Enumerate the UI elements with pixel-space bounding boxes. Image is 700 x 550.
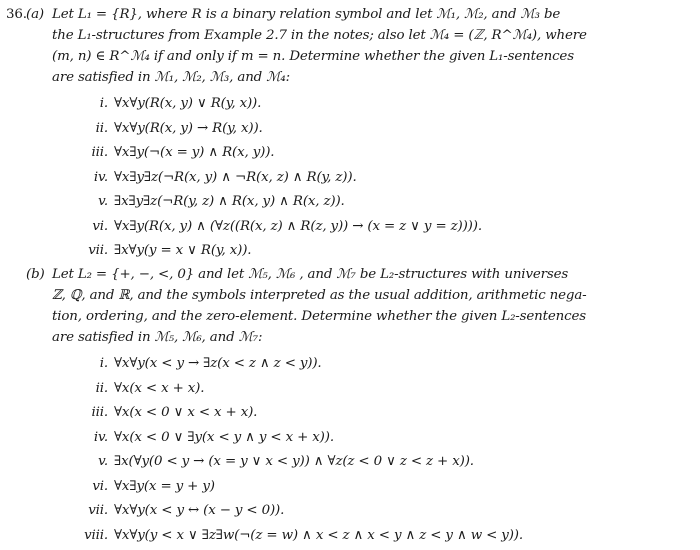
item-formula: ∀x∀y(y < x ∨ ∃z∃w(¬(z = w) ∧ x < z ∧ x < y ∧ z < y ∧ w < y)).: [114, 527, 523, 543]
item-formula: ∀x(x < 0 ∨ x < x + x).: [114, 405, 258, 420]
item-formula: ∀x∃y(x = y + y): [114, 478, 215, 494]
item-formula: ∀x∃y(R(x, y) ∧ (∀z((R(x, z) ∧ R(z, y)) → (x = z ∨ y = z)))).: [114, 218, 482, 234]
item-number: viii.: [84, 527, 108, 543]
sentence-item: [52, 450, 692, 475]
item-formula: ∀x(x < 0 ∨ ∃y(x < y ∧ y < x + x)).: [114, 429, 334, 445]
part-a-intro: [52, 4, 692, 88]
part-b-intro-line: are satisfied in ℳ₅, ℳ₆, and ℳ₇:: [52, 330, 263, 345]
part-a-intro-line: the L₁-structures from Example 2.7 in the notes; also let ℳ₄ = (ℤ, R^ℳ₄), where: [52, 28, 587, 43]
item-number: iii.: [91, 145, 108, 160]
item-number: vi.: [92, 478, 108, 494]
part-b-intro-line: tion, ordering, and the zero-element. Determine whether the given L₂-sentences: [52, 309, 586, 324]
part-a-intro-line: are satisfied in ℳ₁, ℳ₂, ℳ₃, and ℳ₄:: [52, 70, 290, 85]
item-number: ii.: [95, 380, 108, 396]
item-number: iv.: [93, 169, 108, 185]
sentence-item: [52, 190, 692, 215]
part-a: [26, 4, 692, 264]
sentence-item: [52, 117, 692, 142]
sentence-item: [52, 426, 692, 451]
sentence-item: [52, 377, 692, 402]
item-number: iv.: [93, 429, 108, 445]
part-a-sentence-list: [52, 92, 692, 264]
part-b-intro: [52, 264, 692, 348]
sentence-item: [52, 92, 692, 117]
sentence-item: [52, 475, 692, 500]
sentence-item: [52, 166, 692, 191]
item-formula: ∃x∀y(y = x ∨ R(y, x)).: [114, 243, 252, 258]
sentence-item: [52, 141, 692, 166]
item-formula: ∀x∃y(¬(x = y) ∧ R(x, y)).: [114, 145, 275, 160]
part-b-sentence-list: [52, 352, 692, 548]
sentence-item: [52, 499, 692, 524]
sentence-item: [52, 352, 692, 377]
item-number: iii.: [91, 405, 108, 420]
sentence-item: [52, 239, 692, 264]
item-formula: ∃x∃y∃z(¬R(y, z) ∧ R(x, y) ∧ R(x, z)).: [114, 194, 345, 209]
item-formula: ∀x∀y(R(x, y) ∨ R(y, x)).: [114, 96, 262, 111]
item-number: v.: [98, 454, 108, 469]
item-number: vii.: [88, 503, 108, 518]
part-a-intro-line: Let L₁ = {R}, where R is a binary relation symbol and let ℳ₁, ℳ₂, and ℳ₃ be: [52, 7, 561, 22]
item-formula: ∀x∀y(x < y ↔ (x − y < 0)).: [114, 503, 285, 518]
part-b-intro-line: ℤ, ℚ, and ℝ, and the symbols interpreted as the usual addition, arithmetic nega-: [52, 288, 587, 303]
item-number: v.: [98, 194, 108, 209]
part-b: [26, 264, 692, 548]
part-a-intro-line: (m, n) ∈ R^ℳ₄ if and only if m = n. Determine whether the given L₁-sentences: [52, 49, 574, 64]
item-number: vii.: [88, 243, 108, 258]
item-formula: ∀x∀y(R(x, y) → R(y, x)).: [114, 120, 263, 136]
part-b-label: (b): [26, 267, 45, 282]
question-number: 36.: [6, 7, 27, 22]
item-formula: ∀x∀y(x < y → ∃z(x < z ∧ z < y)).: [114, 356, 322, 371]
item-formula: ∃x(∀y(0 < y → (x = y ∨ x < y)) ∧ ∀z(z < 0 ∨ z < z + x)).: [114, 454, 474, 469]
item-formula: ∀x(x < x + x).: [114, 380, 205, 396]
sentence-item: [52, 215, 692, 240]
sentence-item: [52, 401, 692, 426]
item-formula: ∀x∃y∃z(¬R(x, y) ∧ ¬R(x, z) ∧ R(y, z)).: [114, 169, 357, 185]
sentence-item: [52, 524, 692, 549]
item-number: i.: [99, 356, 108, 371]
item-number: ii.: [95, 120, 108, 136]
item-number: i.: [99, 96, 108, 111]
part-a-label: (a): [26, 7, 44, 22]
part-b-intro-line: Let L₂ = {+, −, <, 0} and let ℳ₅, ℳ₆ , and ℳ₇ be L₂-structures with universes: [52, 267, 569, 282]
item-number: vi.: [92, 218, 108, 234]
